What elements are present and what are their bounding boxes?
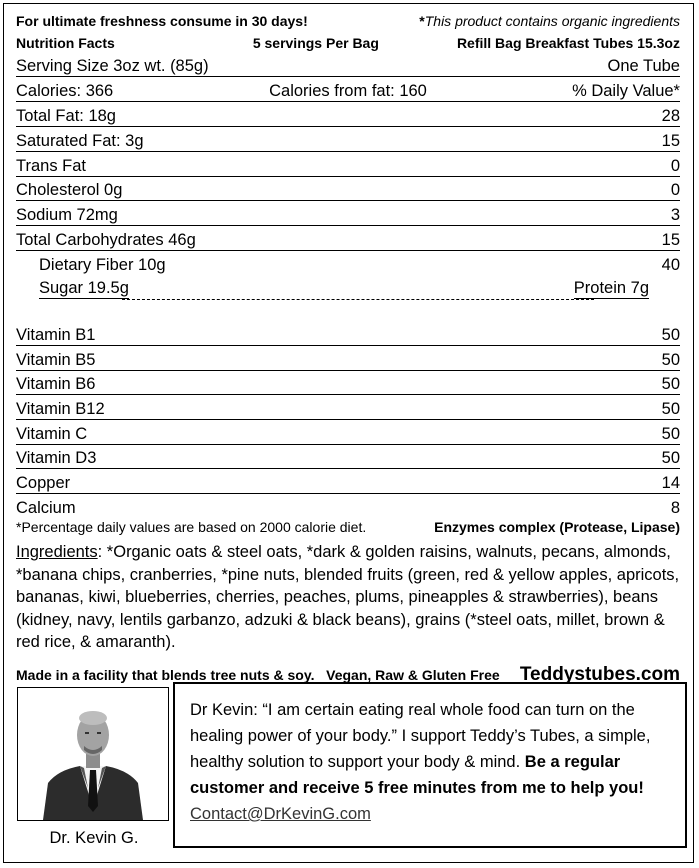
vitamin-row bbox=[16, 469, 680, 494]
vitamin-label: Vitamin B5 bbox=[16, 351, 96, 369]
vitamin-daily-value: 50 bbox=[661, 351, 680, 369]
protein: Protein 7g bbox=[573, 279, 649, 297]
vitamin-label: Vitamin D3 bbox=[16, 449, 97, 467]
header-row-1 bbox=[16, 13, 680, 29]
nutrient-daily-value: 15 bbox=[661, 132, 680, 150]
vegan-note: Vegan, Raw & Gluten Free bbox=[326, 667, 500, 683]
daily-value-header: % Daily Value* bbox=[572, 82, 680, 100]
testimonial-box bbox=[173, 682, 687, 848]
contact-email-link[interactable]: Contact@DrKevinG.com bbox=[190, 805, 371, 823]
vitamin-daily-value: 50 bbox=[661, 425, 680, 443]
nutrient-row bbox=[16, 176, 680, 201]
nutrition-label bbox=[3, 3, 694, 863]
dr-kevin-photo bbox=[17, 687, 169, 821]
nutrient-row bbox=[39, 251, 680, 275]
nutrient-label: Sodium 72mg bbox=[16, 206, 118, 224]
vitamin-label: Vitamin B12 bbox=[16, 400, 105, 418]
nutrient-daily-value: 40 bbox=[661, 256, 680, 274]
footnote-row bbox=[16, 519, 680, 535]
vitamin-daily-value: 8 bbox=[670, 499, 680, 517]
product-name: Refill Bag Breakfast Tubes 15.3oz bbox=[456, 35, 680, 51]
header-row-2 bbox=[16, 35, 680, 51]
serving-size-row: Serving Size 3oz wt. (85g) One Tube bbox=[16, 52, 680, 77]
vitamin-row bbox=[16, 346, 680, 371]
enzymes: Enzymes complex (Protease, Lipase) bbox=[434, 519, 680, 535]
website[interactable]: Teddystubes.com bbox=[519, 664, 680, 685]
nutrient-daily-value: 0 bbox=[670, 181, 680, 199]
nutrient-daily-value: 15 bbox=[661, 231, 680, 249]
nutrient-daily-value: 0 bbox=[670, 157, 680, 175]
calories: Calories: 366 bbox=[16, 82, 114, 100]
vitamin-row bbox=[16, 444, 680, 469]
nutrient-row bbox=[16, 102, 680, 127]
vitamin-row bbox=[16, 395, 680, 420]
vitamin-label: Copper bbox=[16, 474, 71, 492]
ingredients-text: : *Organic oats & steel oats, *dark & golden raisins, walnuts, pecans, almonds, *banana chips, cranberries, *pine nuts, blended fruits (green, red & yellow apples, apricots, bananas, kiwi, blueberries, cherries, peaches, plums, pineapples & strawberries), beans (kidney, navy, lentils garbanzo, adzuki & black beans), grains (*steel oats, millet, brown & red rice, & amaranth). bbox=[16, 543, 680, 651]
nutrient-label: Saturated Fat: 3g bbox=[16, 132, 144, 150]
nutrient-label: Cholesterol 0g bbox=[16, 181, 123, 199]
nutrient-row bbox=[16, 152, 680, 177]
nutrient-row bbox=[16, 226, 680, 251]
facility-note: Made in a facility that blends tree nuts & soy. Vegan, Raw & Gluten Free bbox=[16, 667, 500, 683]
nutrient-daily-value: 28 bbox=[661, 107, 680, 125]
vitamin-daily-value: 50 bbox=[661, 326, 680, 344]
vitamin-row bbox=[16, 494, 680, 518]
footnote: *Percentage daily values are based on 2000 calorie diet. bbox=[16, 519, 367, 535]
nutrient-daily-value: 3 bbox=[670, 206, 680, 224]
freshness-note: For ultimate freshness consume in 30 days! bbox=[16, 13, 308, 29]
nutrient-row bbox=[16, 127, 680, 152]
nutrient-label: Dietary Fiber 10g bbox=[39, 256, 166, 274]
vitamin-row bbox=[16, 420, 680, 445]
testimonial-offer: Be a regular customer and receive 5 free minutes from me to help you! bbox=[190, 753, 644, 797]
vitamin-label: Vitamin C bbox=[16, 425, 88, 443]
portrait-illustration bbox=[18, 688, 168, 820]
vitamin-daily-value: 14 bbox=[661, 474, 680, 492]
ingredients bbox=[16, 541, 681, 654]
vitamin-daily-value: 50 bbox=[661, 375, 680, 393]
dashed-divider bbox=[122, 299, 594, 300]
nutrient-row bbox=[16, 201, 680, 226]
vitamin-row bbox=[16, 321, 680, 346]
photo-caption: Dr. Kevin G. bbox=[49, 829, 139, 847]
ingredients-label: Ingredients bbox=[16, 543, 98, 561]
calories-row bbox=[16, 77, 680, 102]
sugar: Sugar 19.5g bbox=[39, 279, 129, 297]
testimonial-quote: Dr Kevin: “I am certain eating real whole food can turn on the healing power of your body.” I support Teddy’s Tubes, a simple, healthy solution to support your body & mind. bbox=[190, 701, 651, 771]
nutrient-label: Total Fat: 18g bbox=[16, 107, 116, 125]
vitamin-label: Calcium bbox=[16, 499, 76, 517]
vitamin-daily-value: 50 bbox=[661, 449, 680, 467]
vitamin-row bbox=[16, 370, 680, 395]
vitamin-label: Vitamin B6 bbox=[16, 375, 96, 393]
servings-per-bag: 5 servings Per Bag bbox=[252, 35, 379, 51]
nutrient-label: Total Carbohydrates 46g bbox=[16, 231, 196, 249]
vitamin-daily-value: 50 bbox=[661, 400, 680, 418]
nutrient-label: Trans Fat bbox=[16, 157, 86, 175]
calories-from-fat: Calories from fat: 160 bbox=[269, 82, 427, 100]
organic-note: *This product contains organic ingredients bbox=[419, 13, 680, 29]
vitamin-label: Vitamin B1 bbox=[16, 326, 96, 344]
sugar-protein-row bbox=[39, 278, 649, 299]
nutrition-facts-title: Nutrition Facts bbox=[16, 35, 115, 51]
